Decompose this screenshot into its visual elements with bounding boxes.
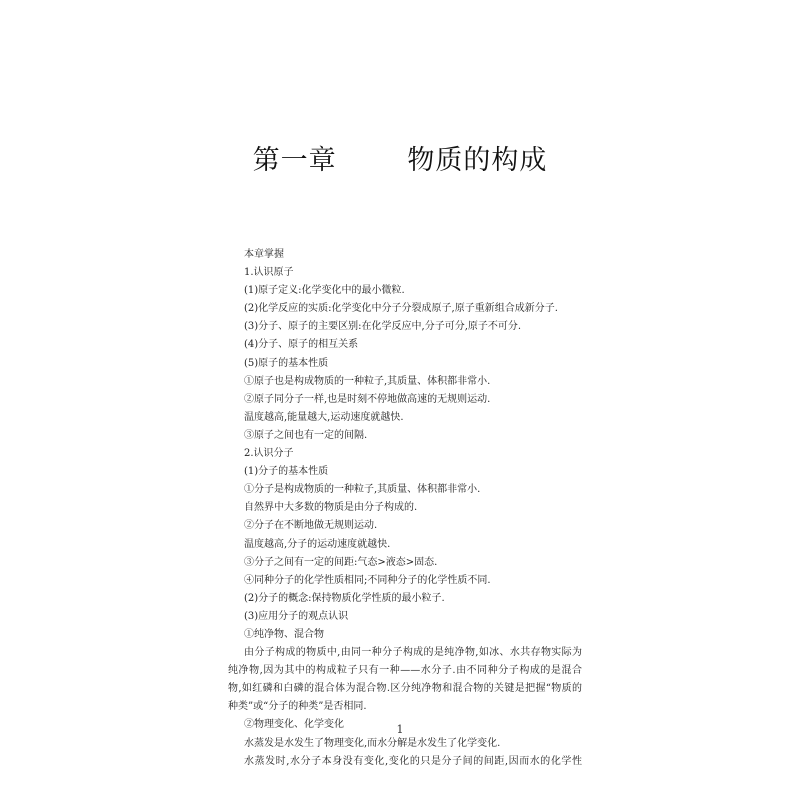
body-line: ②分子在不断地做无规则运动. [244,520,378,532]
body-line: (3)分子、原子的主要区别:在化学反应中,分子可分,原子不可分. [244,321,522,333]
body-line: 水蒸发是水发生了物理变化,而水分解是水发生了化学变化. [244,737,501,749]
body-line: 物,如红磷和白磷的混合体为混合物.区分纯净物和混合物的关键是把握“物质的 [228,683,582,695]
body-line: ②原子同分子一样,也是时刻不停地做高速的无规则运动. [244,393,491,405]
body-line: ①分子是构成物质的一种粒子,其质量、体积都非常小. [244,484,481,496]
chapter-title: 第一章 物质的构成 [252,145,548,176]
body-line: 水蒸发时,水分子本身没有变化,变化的只是分子间的间距,因而水的化学性 [244,755,582,767]
body-line: 由分子构成的物质中,由同一种分子构成的是纯净物,如冰、水共存物实际为 [244,647,582,659]
body-line: 自然界中大多数的物质是由分子构成的. [244,502,418,514]
body-line: 种类”或“分子的种类”是否相同. [228,701,367,713]
body-line: ③分子之间有一定的间距:气态>液态>固态. [244,556,438,568]
body-line: 温度越高,能量越大,运动速度就越快. [244,411,404,423]
body-line: 1.认识原子 [244,267,294,279]
body-line: ④同种分子的化学性质相同;不同种分子的化学性质不同. [244,574,491,586]
body-line: (2)化学反应的实质:化学变化中分子分裂成原子,原子重新组合成新分子. [244,303,558,315]
body-line: (1)原子定义:化学变化中的最小微粒. [244,285,405,297]
body-line: (4)分子、原子的相互关系 [244,339,359,351]
body-line: (1)分子的基本性质 [244,466,329,478]
body-line: 纯净物,因为其中的构成粒子只有一种——水分子.由不同种分子构成的是混合 [228,665,582,677]
chapter-body-text [228,246,582,771]
body-line: 本章掌握 [244,249,284,260]
body-line: (3)应用分子的观点认识 [244,610,349,622]
body-line: ③原子之间也有一定的间隔. [244,429,368,441]
body-line: 温度越高,分子的运动速度就越快. [244,538,391,550]
body-line: 2.认识分子 [244,448,294,460]
body-line: ①纯净物、混合物 [244,628,324,640]
body-line: ①原子也是构成物质的一种粒子,其质量、体积都非常小. [244,375,491,387]
body-line: (2)分子的概念:保持物质化学性质的最小粒子. [244,592,445,604]
page-number: 1 [396,723,404,736]
body-line: (5)原子的基本性质 [244,357,329,369]
body-line: ②物理变化、化学变化 [244,719,344,731]
